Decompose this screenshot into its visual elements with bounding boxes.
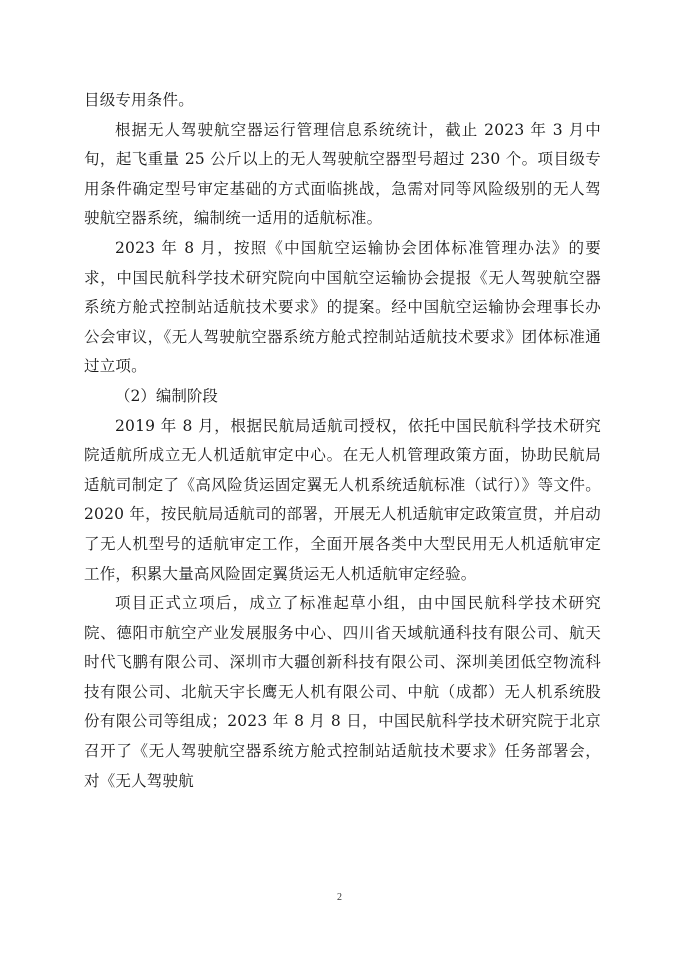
paragraph-continuation: 目级专用条件。 — [84, 91, 194, 109]
paragraph-project-proposal: 2023 年 8 月，按照《中国航空运输协会团体标准管理办法》的要求，中国民航科学技术研究院向中国航空运输协会提报《无人驾驶航空器系统方舱式控制站适航技术要求》的提案。经中国航空运输协会理事长办公会审议，《无人驾驶航空器系统方舱式控制站适航技术要求》团体标准通过立项。 — [84, 238, 601, 376]
paragraph-drafting-group: 项目正式立项后，成立了标准起草小组，由中国民航科学技术研究院、德阳市航空产业发展服务中心、四川省天域航通科技有限公司、航天时代飞鹏有限公司、深圳市大疆创新科技有限公司、深圳美团低空物流科技有限公司、北航天宇长鹰无人机有限公司、中航（成都）无人机系统股份有限公司等组成；2023 年 8 月 8 日，中国民航科学技术研究院于北京召开了《无人驾驶航空器系统方舱式控制站适航技术要求》任务部署会，对《无人驾驶航 — [84, 594, 601, 790]
body-text — [84, 86, 601, 796]
paragraph-certification-center: 2019 年 8 月，根据民航局适航司授权，依托中国民航科学技术研究院适航所成立无人机适航审定中心。在无人机管理政策方面，协助民航局适航司制定了《高风险货运固定翼无人机系统适航标准（试行）》等文件。2020 年，按民航局适航司的部署，开展无人机适航审定政策宣贯，并启动了无人机型号的适航审定工作，全面开展各类中大型民用无人机适航审定工作，积累大量高风险固定翼货运无人机适航审定经验。 — [84, 416, 601, 583]
section-heading-drafting-stage: （2）编制阶段 — [115, 386, 218, 405]
paragraph-statistics: 根据无人驾驶航空器运行管理信息系统统计，截止 2023 年 3 月中旬，起飞重量 25 公斤以上的无人驾驶航空器型号超过 230 个。项目级专用条件确定型号审定基础的方式面临挑战，急需对同等风险级别的无人驾驶航空器系统，编制统一适用的适航标准。 — [84, 120, 601, 228]
page-number: 2 — [337, 892, 342, 903]
